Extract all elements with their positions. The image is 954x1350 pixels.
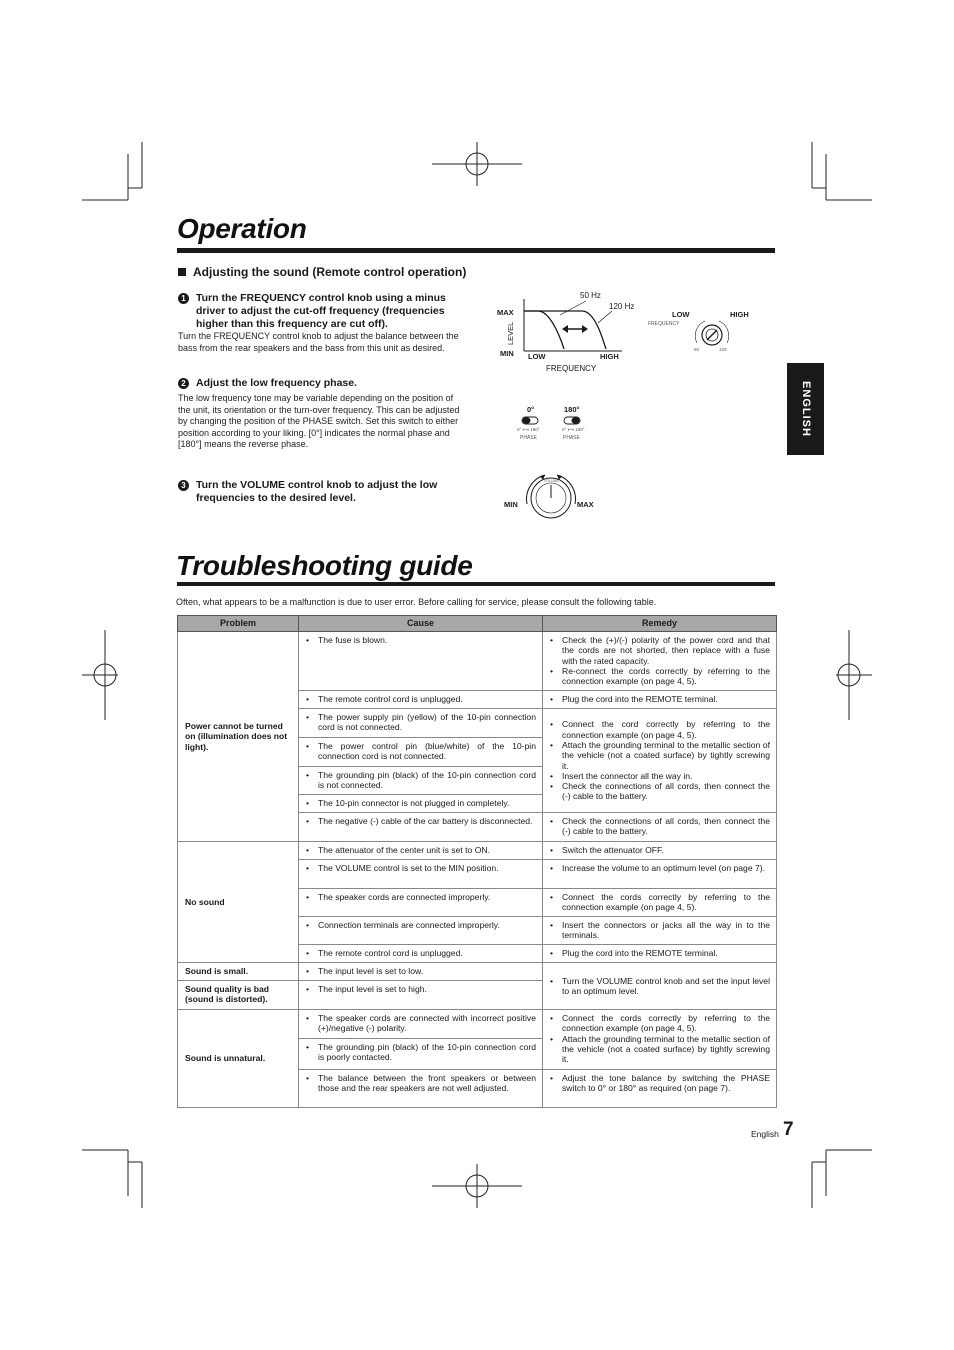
problem-sound-unnatural: Sound is unnatural. — [178, 1010, 299, 1108]
phase-caption-right: PHASE — [563, 435, 580, 441]
graph-frequency-label: FREQUENCY — [546, 364, 597, 373]
remedy-text: • Switch the attenuator OFF. — [549, 845, 770, 855]
cause-text: • Connection terminals are connected improperly. — [305, 920, 536, 930]
step-1-number: 1 — [178, 293, 189, 304]
frequency-response-graph — [490, 285, 650, 380]
table-row — [178, 842, 777, 860]
step-2-heading: Adjust the low frequency phase. — [196, 377, 358, 389]
phase-180-label: 180° — [564, 405, 580, 414]
cause-text: • The grounding pin (black) of the 10-pin connection cord is not connected. — [305, 770, 536, 791]
cause-cell — [299, 945, 543, 963]
step-1-body: Turn the FREQUENCY control knob to adjust the balance between the bass from the rear speakers and the bass from this unit as desired. — [178, 331, 459, 353]
troubleshooting-intro: Often, what appears to be a malfunction is due to user error. Before calling for service, please consult the following table. — [176, 597, 657, 607]
remedy-text: • Plug the cord into the REMOTE terminal. — [549, 694, 770, 704]
knob-high-label: HIGH — [730, 310, 749, 319]
remedy-text: • Insert the connectors or jacks all the way in to the terminals. — [549, 920, 770, 941]
troubleshooting-title-rule — [177, 582, 775, 586]
cause-cell — [299, 860, 543, 889]
remedy-cell — [543, 963, 777, 1010]
remedy-cell — [543, 842, 777, 860]
remedy-text: • Connect the cord correctly by referring to the connection example (on page 4, 5). — [549, 719, 770, 740]
cause-cell — [299, 963, 543, 981]
cause-cell — [299, 889, 543, 917]
cause-text: • The balance between the front speakers or between those and the rear speakers are not well adjusted. — [305, 1073, 536, 1094]
phase-0-label: 0° — [527, 405, 535, 414]
problem-sound-distorted: Sound quality is bad (sound is distorted). — [178, 981, 299, 1010]
cause-text: • The fuse is blown. — [305, 635, 536, 645]
operation-title-rule — [177, 248, 775, 253]
remedy-text: • Insert the connector all the way in. — [549, 771, 770, 781]
remedy-text: • Connect the cords correctly by referring to the connection example (on page 4, 5). — [549, 892, 770, 913]
cause-cell — [299, 738, 543, 767]
problem-power: Power cannot be turned on (illumination does not light). — [178, 632, 299, 842]
knob-low-label: LOW — [672, 310, 690, 319]
volume-knob-diagram — [500, 470, 605, 525]
remedy-cell — [543, 632, 777, 691]
table-header-row — [178, 616, 777, 632]
step-2-number: 2 — [178, 378, 189, 389]
cause-text: • The attenuator of the center unit is set to ON. — [305, 845, 536, 855]
header-problem: Problem — [178, 616, 299, 632]
phase-caption-left: PHASE — [520, 435, 537, 441]
step-3-number: 3 — [178, 480, 189, 491]
cause-cell — [299, 981, 543, 1010]
cause-text: • The negative (-) cable of the car battery is disconnected. — [305, 816, 536, 826]
remedy-text: • Attach the grounding terminal to the metallic section of the vehicle (not a coated surface) by tightly screwing it. — [549, 1034, 770, 1065]
remedy-text: • Plug the cord into the REMOTE terminal. — [549, 948, 770, 958]
header-remedy: Remedy — [543, 616, 777, 632]
phase-switch-diagram — [510, 400, 600, 445]
cause-cell — [299, 842, 543, 860]
remedy-text: • Adjust the tone balance by switching the PHASE switch to 0° or 180° as required (on page 7). — [549, 1073, 770, 1094]
cause-cell — [299, 691, 543, 709]
cause-cell — [299, 767, 543, 795]
remedy-text: • Turn the VOLUME control knob and set the input level to an optimum level. — [549, 976, 770, 997]
problem-sound-small: Sound is small. — [178, 963, 299, 981]
volume-max-label: MAX — [577, 500, 594, 509]
section-title-text: Adjusting the sound (Remote control operation) — [193, 265, 467, 279]
table-row — [178, 963, 777, 981]
problem-no-sound: No sound — [178, 842, 299, 963]
knob-caption: FREQUENCY — [648, 321, 680, 327]
phase-scale-left: 0° ⟷ 180° — [517, 427, 540, 432]
remedy-text: • Increase the volume to an optimum level (on page 7). — [549, 863, 770, 873]
cause-text: • The VOLUME control is set to the MIN position. — [305, 863, 536, 873]
remedy-text: • Check the connections of all cords, then connect the (-) cable to the battery. — [549, 781, 770, 802]
remedy-text: • Re-connect the cords correctly by referring to the connection example (on page 4, 5). — [549, 666, 770, 687]
remedy-cell — [543, 889, 777, 917]
cause-cell — [299, 1010, 543, 1039]
knob-left-tick: 50 — [694, 347, 700, 352]
table-row — [178, 1010, 777, 1039]
cause-text: • The power supply pin (yellow) of the 10-pin connection cord is not connected. — [305, 712, 536, 733]
volume-caption: VOLUME — [544, 479, 559, 483]
graph-low-label: LOW — [528, 352, 546, 361]
cause-text: • The speaker cords are connected with incorrect positive (+)/negative (-) polarity. — [305, 1013, 536, 1034]
remedy-text: • Connect the cords correctly by referring to the connection example (on page 4, 5). — [549, 1013, 770, 1034]
table-row — [178, 632, 777, 691]
remedy-cell — [543, 709, 777, 813]
frequency-knob-diagram — [645, 305, 760, 355]
cause-text: • The remote control cord is unplugged. — [305, 948, 536, 958]
remedy-cell — [543, 1010, 777, 1070]
cause-cell — [299, 795, 543, 813]
graph-level-label: LEVEL — [506, 321, 515, 345]
operation-title: Operation — [177, 213, 307, 244]
graph-50hz-label: 50 Hz — [580, 291, 601, 300]
remedy-cell — [543, 813, 777, 842]
cause-text: • The 10-pin connector is not plugged in completely. — [305, 798, 536, 808]
remedy-cell — [543, 917, 777, 945]
cause-cell — [299, 632, 543, 691]
cause-text: • The input level is set to high. — [305, 984, 536, 994]
step-1-heading: Turn the FREQUENCY control knob using a minus driver to adjust the cut-off frequency (frequencies higher than this frequency are cut off). — [196, 292, 446, 330]
step-3-heading: Turn the VOLUME control knob to adjust the low frequencies to the desired level. — [196, 479, 438, 504]
cause-text: • The grounding pin (black) of the 10-pin connection cord is poorly contacted. — [305, 1042, 536, 1063]
graph-120hz-label: 120 Hz — [609, 302, 635, 311]
remedy-cell — [543, 945, 777, 963]
cause-cell — [299, 709, 543, 738]
graph-high-label: HIGH — [600, 352, 619, 361]
language-side-tab-label: ENGLISH — [799, 381, 812, 437]
bullet-square-icon — [178, 268, 186, 276]
remedy-text: • Attach the grounding terminal to the metallic section of the vehicle (not a coated surface) by tightly screwing it. — [549, 740, 770, 771]
cause-cell — [299, 1039, 543, 1070]
cause-cell — [299, 813, 543, 842]
footer-language: English — [751, 1129, 779, 1139]
cause-cell — [299, 917, 543, 945]
graph-max-label: MAX — [497, 308, 514, 317]
remedy-cell — [543, 691, 777, 709]
header-cause: Cause — [299, 616, 543, 632]
remedy-text: • Check the (+)/(-) polarity of the power cord and that the cords are not shorted, then replace with a fuse with the rated capacity. — [549, 635, 770, 666]
cause-text: • The power control pin (blue/white) of the 10-pin connection cord is not connected. — [305, 741, 536, 762]
troubleshooting-title: Troubleshooting guide — [176, 550, 473, 581]
phase-scale-right: 0° ⟷ 180° — [562, 427, 585, 432]
graph-min-label: MIN — [500, 349, 514, 358]
troubleshooting-table — [177, 615, 777, 1108]
knob-right-tick: 120 — [719, 347, 727, 352]
remedy-cell — [543, 1070, 777, 1108]
page-number: 7 — [783, 1119, 794, 1140]
cause-text: • The remote control cord is unplugged. — [305, 694, 536, 704]
volume-min-label: MIN — [504, 500, 518, 509]
remedy-text: • Check the connections of all cords, then connect the (-) cable to the battery. — [549, 816, 770, 837]
cause-text: • The input level is set to low. — [305, 966, 536, 976]
section-title — [178, 265, 466, 279]
remedy-cell — [543, 860, 777, 889]
language-side-tab — [787, 363, 824, 455]
step-2-body: The low frequency tone may be variable depending on the position of the unit, its orientation or the turn-over frequency. This can be adjusted by changing the position of the PHASE switch. Set this switch to either position according to your liking. [0°] indicates the normal phase and [180°] means the reverse phase. — [178, 393, 460, 449]
cause-text: • The speaker cords are connected improperly. — [305, 892, 536, 902]
cause-cell — [299, 1070, 543, 1108]
